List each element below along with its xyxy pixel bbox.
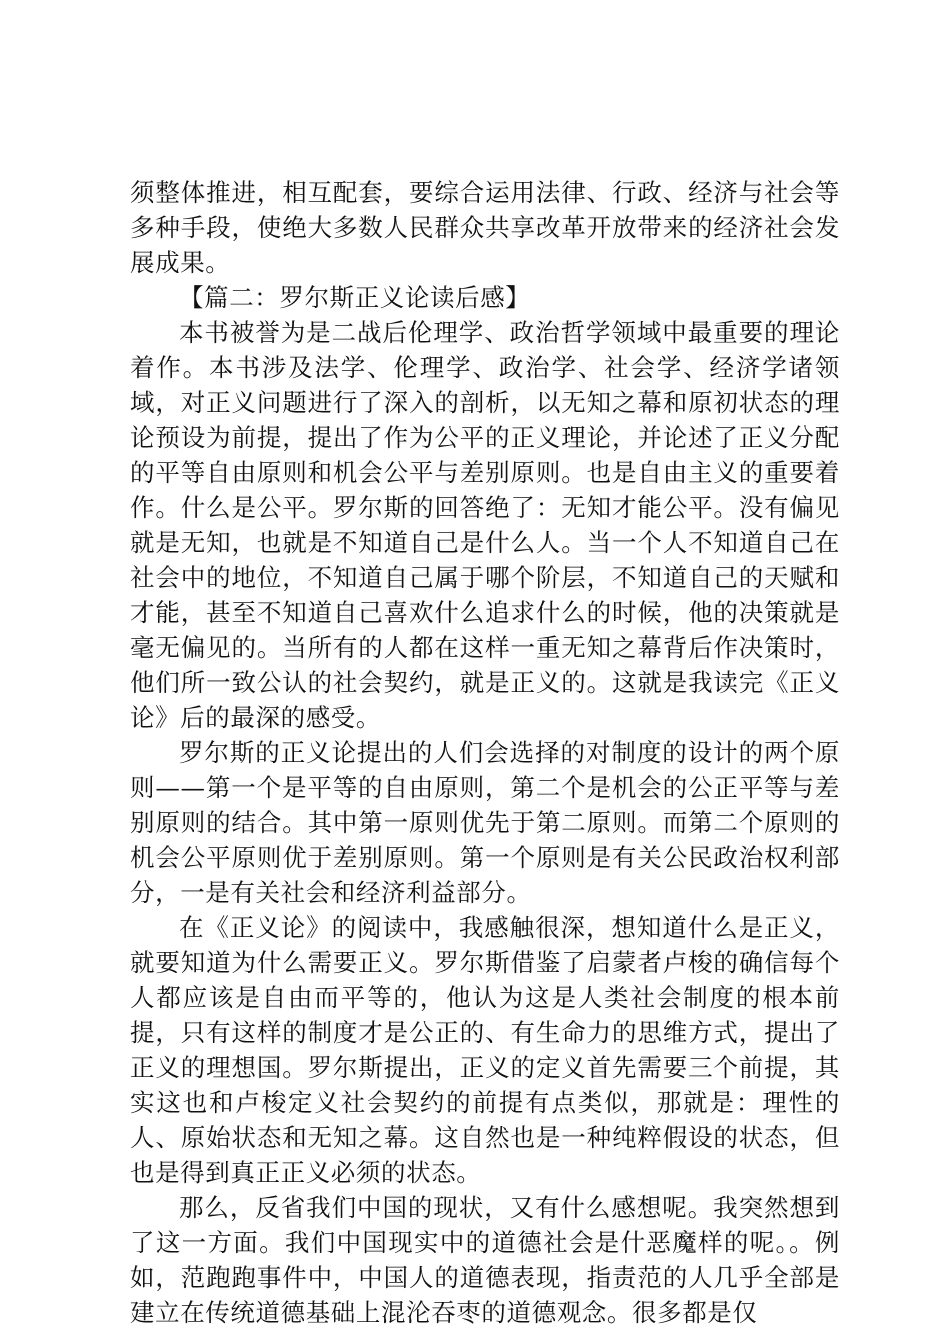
paragraph-intro: 本书被誉为是二战后伦理学、政治哲学领域中最重要的理论着作。本书涉及法学、伦理学、政治学、社会学、经济学诸领域，对正义问题进行了深入的剖析，以无知之幕和原初状态的理论预设为前提，提出了作为公平的正义理论，并论述了正义分配的平等自由原则和机会公平与差别原则。也是自由主义的重要着作。什么是公平。罗尔斯的回答绝了：无知才能公平。没有偏见就是无知，也就是不知道自己是什么人。当一个人不知道自己在社会中的地位，不知道自己属于哪个阶层，不知道自己的天赋和才能，甚至不知道自己喜欢什么追求什么的时候，他的决策就是毫无偏见的。当所有的人都在这样一重无知之幕背后作决策时，他们所一致公认的社会契约，就是正义的。这就是我读完《正义论》后的最深的感受。: [130, 318, 840, 732]
paragraph-reflection: 那么，反省我们中国的现状，又有什么感想呢。我突然想到了这一方面。我们中国现实中的道德社会是什恶魔样的呢。。例如，范跑跑事件中，中国人的道德表现，指责范的人几乎全部是建立在传统道德基础上混沦吞枣的道德观念。很多都是仅: [130, 1193, 840, 1327]
paragraph-principles: 罗尔斯的正义论提出的人们会选择的对制度的设计的两个原则——第一个是平等的自由原则，第二个是机会的公正平等与差别原则的结合。其中第一原则优先于第二原则。而第二个原则的机会公平原则优于差别原则。第一个原则是有关公民政治权利部分，一是有关社会和经济利益部分。: [130, 738, 840, 907]
paragraph-reading: 在《正义论》的阅读中，我感触很深，想知道什么是正义，就要知道为什么需要正义。罗尔斯借鉴了启蒙者卢梭的确信每个人都应该是自由而平等的，他认为这是人类社会制度的根本前提，只有这样的制度才是公正的、有生命力的思维方式，提出了正义的理想国。罗尔斯提出，正义的定义首先需要三个前提，其实这也和卢梭定义社会契约的前提有点类似，那就是：理性的人、原始状态和无知之幕。这自然也是一种纯粹假设的状态，但也是得到真正正义必须的状态。: [130, 913, 840, 1187]
section-heading: 【篇二：罗尔斯正义论读后感】: [179, 283, 531, 312]
paragraph-continuation: 须整体推进，相互配套，要综合运用法律、行政、经济与社会等多种手段，使绝大多数人民群众共享改革开放带来的经济社会发展成果。: [130, 178, 840, 277]
document-body: [130, 175, 840, 1330]
